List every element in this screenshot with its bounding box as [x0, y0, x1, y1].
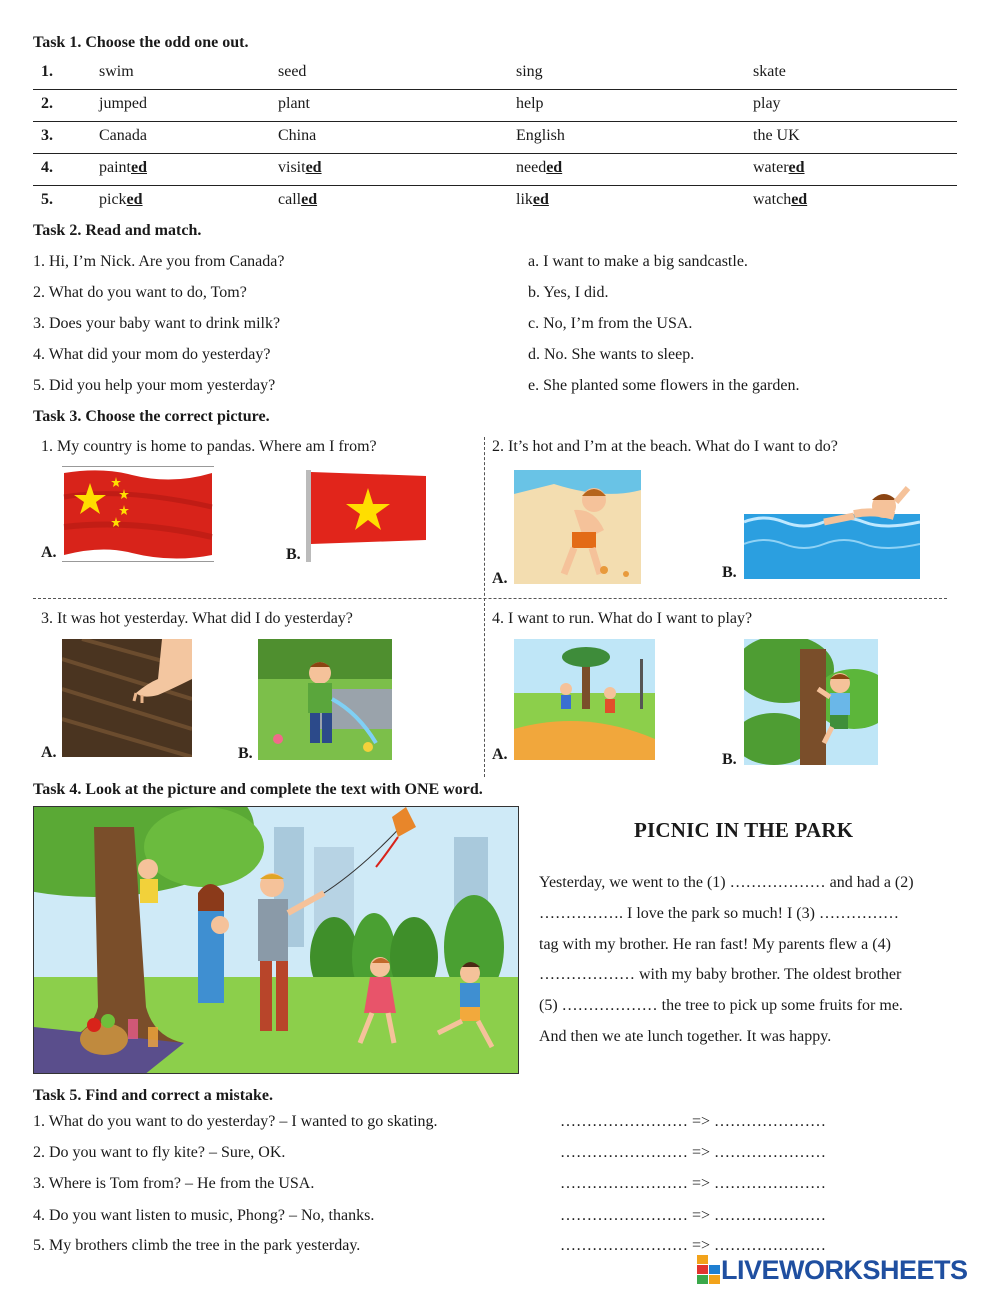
- word-option[interactable]: the UK: [753, 127, 800, 144]
- story-title: PICNIC IN THE PARK: [634, 818, 854, 842]
- word-option[interactable]: [516, 191, 549, 209]
- word-option[interactable]: [753, 159, 805, 177]
- row-number: 5.: [41, 191, 53, 208]
- picture-question: 2. It’s hot and I’m at the beach. What do I want to do?: [492, 438, 838, 455]
- word-suffix: ed: [788, 159, 805, 176]
- word-option[interactable]: swim: [99, 63, 134, 80]
- correction-field[interactable]: …………………… => …………………: [560, 1237, 827, 1254]
- word-option[interactable]: China: [278, 127, 317, 144]
- correction-field[interactable]: …………………… => …………………: [560, 1175, 827, 1192]
- story-line[interactable]: Yesterday, we went to the (1) ……………… and had a (2): [539, 874, 914, 891]
- swimming-boy-image[interactable]: [744, 482, 920, 579]
- table-row: [33, 90, 957, 122]
- word-stem: need: [516, 159, 547, 176]
- picture-question: 3. It was hot yesterday. What did I do yesterday?: [41, 610, 353, 627]
- match-answer[interactable]: e. She planted some flowers in the garden.: [528, 377, 800, 394]
- row-number: 4.: [41, 159, 53, 176]
- mistake-sentence: 5. My brothers climb the tree in the park yesterday.: [33, 1237, 361, 1254]
- word-stem: paint: [99, 159, 131, 176]
- table-row: [33, 186, 957, 217]
- grid-divider: [484, 437, 485, 777]
- odd-one-out-table: [33, 58, 957, 217]
- row-number: 1.: [41, 63, 53, 80]
- option-b-label: B.: [286, 546, 301, 563]
- option-b-label: B.: [722, 564, 737, 581]
- match-question[interactable]: 4. What did your mom do yesterday?: [33, 346, 271, 363]
- match-question[interactable]: 3. Does your baby want to drink milk?: [33, 315, 281, 332]
- word-option[interactable]: play: [753, 95, 781, 112]
- task2-title: Task 2. Read and match.: [33, 222, 202, 239]
- correction-field[interactable]: …………………… => …………………: [560, 1144, 827, 1161]
- match-answer[interactable]: a. I want to make a big sandcastle.: [528, 253, 748, 270]
- planting-seeds-image[interactable]: [62, 639, 192, 757]
- word-suffix: ed: [546, 159, 563, 176]
- match-answer[interactable]: b. Yes, I did.: [528, 284, 609, 301]
- word-stem: pick: [99, 191, 127, 208]
- word-stem: watch: [753, 191, 792, 208]
- story-line[interactable]: ……………… with my baby brother. The oldest brother: [539, 966, 902, 984]
- row-number: 3.: [41, 127, 53, 144]
- option-a-label: A.: [492, 570, 508, 587]
- story-line: And then we ate lunch together. It was happy.: [539, 1027, 832, 1045]
- option-a-label: A.: [41, 544, 57, 561]
- word-option[interactable]: English: [516, 127, 565, 144]
- word-option[interactable]: help: [516, 95, 544, 112]
- word-option[interactable]: [99, 191, 143, 209]
- watering-plants-image[interactable]: [258, 639, 392, 760]
- word-suffix: ed: [131, 159, 147, 176]
- option-b-label: B.: [722, 751, 737, 768]
- word-stem: call: [278, 191, 302, 208]
- task4-title: Task 4. Look at the picture and complete the text with ONE word.: [33, 781, 483, 798]
- word-suffix: ed: [305, 159, 322, 176]
- picture-question: 1. My country is home to pandas. Where am I from?: [41, 438, 377, 455]
- story-line[interactable]: tag with my brother. He ran fast! My parents flew a (4): [539, 935, 891, 953]
- task5-title: Task 5. Find and correct a mistake.: [33, 1087, 274, 1104]
- row-number: 2.: [41, 95, 53, 112]
- word-option[interactable]: Canada: [99, 127, 147, 144]
- word-option[interactable]: [516, 159, 562, 177]
- word-suffix: ed: [126, 191, 143, 208]
- correction-field[interactable]: …………………… => …………………: [560, 1113, 827, 1130]
- climbing-tree-image[interactable]: [744, 639, 878, 765]
- story-line[interactable]: (5) ……………… the tree to pick up some fruits for me.: [539, 997, 903, 1015]
- word-option[interactable]: [278, 191, 317, 209]
- task1-title: Task 1. Choose the odd one out.: [33, 34, 249, 51]
- china-flag-image[interactable]: [62, 466, 214, 562]
- word-stem: lik: [516, 191, 533, 208]
- word-stem: water: [753, 159, 789, 176]
- option-a-label: A.: [41, 744, 57, 761]
- table-row: [33, 154, 957, 186]
- option-a-label: A.: [492, 746, 508, 763]
- word-option[interactable]: [99, 159, 147, 177]
- vietnam-flag-image[interactable]: [306, 470, 428, 562]
- word-option[interactable]: jumped: [99, 95, 147, 112]
- correction-field[interactable]: …………………… => …………………: [560, 1207, 827, 1224]
- option-b-label: B.: [238, 745, 253, 762]
- brand-name: LIVEWORKSHEETS: [721, 1254, 968, 1285]
- word-option[interactable]: seed: [278, 63, 307, 80]
- word-suffix: ed: [532, 191, 549, 208]
- match-question[interactable]: 5. Did you help your mom yesterday?: [33, 377, 276, 394]
- word-suffix: ed: [791, 191, 808, 208]
- table-row: [33, 122, 957, 154]
- liveworksheets-logo: [697, 1254, 968, 1286]
- match-answer[interactable]: d. No. She wants to sleep.: [528, 346, 695, 363]
- task3-title: Task 3. Choose the correct picture.: [33, 408, 270, 425]
- word-suffix: ed: [301, 191, 318, 208]
- word-option[interactable]: skate: [753, 63, 786, 80]
- mistake-sentence: 3. Where is Tom from? – He from the USA.: [33, 1175, 315, 1192]
- story-line[interactable]: ……………. I love the park so much! I (3) ……………: [539, 904, 899, 922]
- story-text: [539, 868, 969, 1053]
- mistake-sentence: 2. Do you want to fly kite? – Sure, OK.: [33, 1144, 286, 1161]
- word-stem: visit: [278, 159, 306, 176]
- picture-question: 4. I want to run. What do I want to play?: [492, 610, 753, 627]
- table-row: [33, 58, 957, 90]
- picnic-scene-image: [33, 806, 519, 1074]
- sandcastle-boy-image[interactable]: [514, 470, 641, 584]
- word-option[interactable]: plant: [278, 95, 310, 112]
- liveworksheets-blocks-icon: [697, 1255, 721, 1285]
- word-option[interactable]: [278, 159, 322, 177]
- playing-tag-image[interactable]: [514, 639, 655, 760]
- match-question[interactable]: 2. What do you want to do, Tom?: [33, 284, 247, 301]
- word-option[interactable]: [753, 191, 807, 209]
- mistake-sentence: 4. Do you want listen to music, Phong? – No, thanks.: [33, 1207, 375, 1224]
- grid-divider: [33, 598, 947, 599]
- match-answer[interactable]: c. No, I’m from the USA.: [528, 315, 693, 332]
- match-question[interactable]: 1. Hi, I’m Nick. Are you from Canada?: [33, 253, 285, 270]
- mistake-sentence: 1. What do you want to do yesterday? – I wanted to go skating.: [33, 1113, 438, 1130]
- word-option[interactable]: sing: [516, 63, 543, 80]
